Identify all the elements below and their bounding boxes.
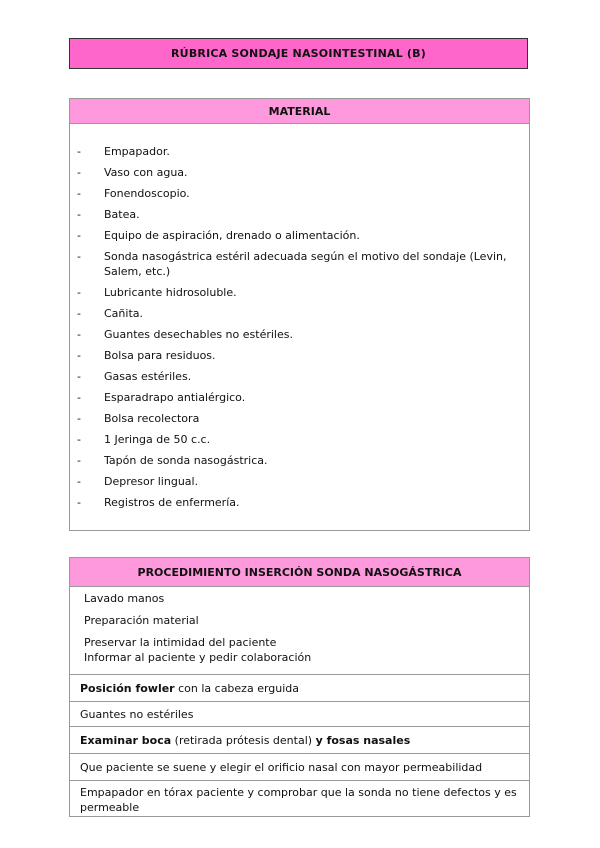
procedure-row-posicion	[70, 675, 529, 702]
procedure-row-preparation	[70, 587, 529, 675]
material-item-label: Esparadrapo antialérgico.	[104, 391, 246, 404]
material-item	[70, 495, 529, 510]
bullet-dash: -	[77, 370, 81, 383]
bullet-dash: -	[77, 229, 81, 242]
material-item-label: Equipo de aspiración, drenado o alimentación.	[104, 229, 360, 242]
material-item-label: Guantes desechables no estériles.	[104, 328, 293, 341]
material-item-label: Batea.	[104, 208, 140, 221]
step-lavado: Lavado manos	[84, 592, 165, 605]
material-item	[70, 306, 529, 321]
bullet-dash: -	[77, 454, 81, 467]
material-item	[70, 369, 529, 384]
bullet-dash: -	[77, 412, 81, 425]
material-item-label: Tapón de sonda nasogástrica.	[104, 454, 268, 467]
material-item-label: Depresor lingual.	[104, 475, 199, 488]
procedure-row-examinar	[70, 727, 529, 754]
posicion-rest: con la cabeza erguida	[174, 681, 300, 695]
bullet-dash: -	[77, 166, 81, 179]
material-item	[70, 207, 529, 222]
material-item-label: Fonendoscopio.	[104, 187, 190, 200]
material-item	[70, 144, 529, 159]
bullet-dash: -	[77, 187, 81, 200]
material-item	[70, 249, 529, 279]
step-preparacion: Preparación material	[84, 614, 199, 627]
suene-text: Que paciente se suene y elegir el orificio nasal con mayor permeabilidad	[80, 760, 483, 774]
bullet-dash: -	[77, 145, 81, 158]
examinar-bold: Examinar boca	[80, 733, 172, 747]
bullet-dash: -	[77, 286, 81, 299]
guantes-text: Guantes no estériles	[80, 707, 194, 721]
material-item-label: 1 Jeringa de 50 c.c.	[104, 433, 211, 446]
bullet-dash: -	[77, 391, 81, 404]
material-item	[70, 348, 529, 363]
material-item	[70, 165, 529, 180]
material-item	[70, 453, 529, 468]
step-preservar: Preservar la intimidad del paciente	[84, 636, 277, 649]
bullet-dash: -	[77, 475, 81, 488]
bullet-dash: -	[77, 250, 81, 263]
page-title: RÚBRICA SONDAJE NASOINTESTINAL (B)	[69, 38, 528, 69]
bullet-dash: -	[77, 349, 81, 362]
material-item-label: Registros de enfermería.	[104, 496, 240, 509]
bullet-dash: -	[77, 328, 81, 341]
material-item	[70, 411, 529, 426]
material-item	[70, 228, 529, 243]
material-item-label: Bolsa para residuos.	[104, 349, 216, 362]
procedure-section	[69, 557, 530, 817]
material-item	[70, 285, 529, 300]
procedure-row-empapador	[70, 781, 529, 818]
material-item-label: Empapador.	[104, 145, 170, 158]
material-item	[70, 327, 529, 342]
empapador-text: Empapador en tórax paciente y comprobar que la sonda no tiene defectos y es permeable	[80, 786, 517, 814]
material-item-label: Lubricante hidrosoluble.	[104, 286, 237, 299]
material-item	[70, 432, 529, 447]
material-list	[70, 124, 529, 510]
material-header: MATERIAL	[70, 99, 529, 124]
material-item	[70, 390, 529, 405]
procedure-row-suene	[70, 754, 529, 781]
material-item	[70, 186, 529, 201]
examinar-bold-2: y fosas nasales	[315, 733, 411, 747]
material-item-label: Sonda nasogástrica estéril adecuada según el motivo del sondaje (Levin, Salem, etc.)	[104, 250, 507, 278]
material-section	[69, 98, 530, 531]
bullet-dash: -	[77, 496, 81, 509]
bullet-dash: -	[77, 307, 81, 320]
examinar-mid: (retirada prótesis dental)	[171, 733, 316, 747]
procedure-row-guantes	[70, 702, 529, 727]
material-item-label: Bolsa recolectora	[104, 412, 200, 425]
material-item-label: Vaso con agua.	[104, 166, 188, 179]
material-item-label: Gasas estériles.	[104, 370, 192, 383]
step-informar: Informar al paciente y pedir colaboración	[84, 651, 312, 664]
posicion-bold: Posición fowler	[80, 681, 175, 695]
procedure-header: PROCEDIMIENTO INSERCIÓN SONDA NASOGÁSTRICA	[70, 558, 529, 587]
bullet-dash: -	[77, 433, 81, 446]
material-item	[70, 474, 529, 489]
material-item-label: Cañita.	[104, 307, 143, 320]
bullet-dash: -	[77, 208, 81, 221]
